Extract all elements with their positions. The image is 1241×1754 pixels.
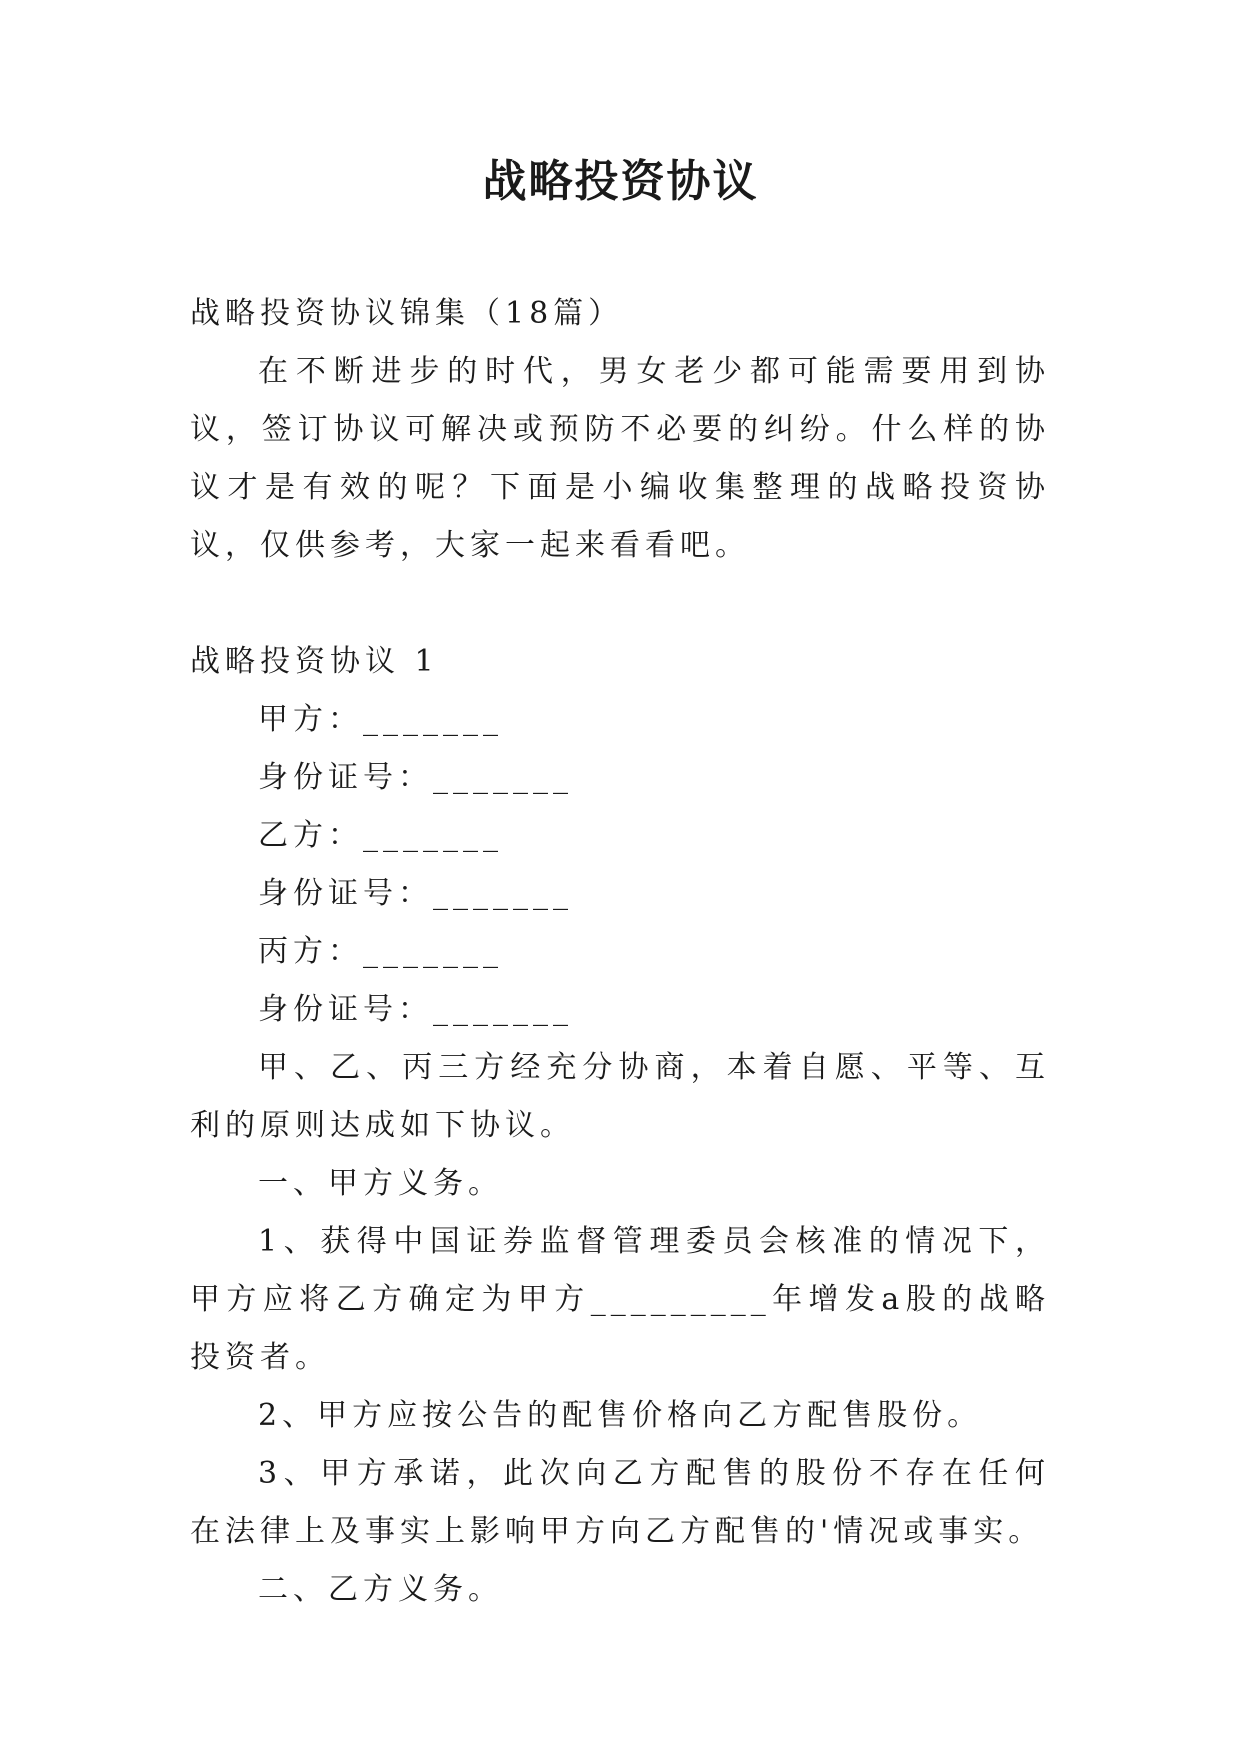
party-id-line-jia: 身份证号：_______ (258, 760, 573, 795)
clause-heading-party-b: 二、乙方义务。 (258, 1572, 503, 1607)
party-id-line-yi: 身份证号：_______ (258, 876, 573, 911)
party-line-jia: 甲方：_______ (258, 702, 503, 737)
intro-paragraph: 在不断进步的时代，男女老少都可能需要用到协议，签订协议可解决或预防不必要的纠纷。什么样的协议才是有效的呢？下面是小编收集整理的战略投资协议，仅供参考，大家一起来看看吧。 (190, 354, 1050, 563)
clause-item-3: 3、甲方承诺，此次向乙方配售的股份不存在任何在法律上及事实上影响甲方向乙方配售的'情况或事实。 (190, 1456, 1050, 1549)
page-title: 战略投资协议 (482, 156, 759, 207)
clause-heading-party-a: 一、甲方义务。 (258, 1166, 503, 1201)
section-spacer (190, 575, 1050, 633)
party-id-line-bing: 身份证号：_______ (258, 992, 573, 1027)
party-line-yi: 乙方：_______ (258, 818, 503, 853)
section-heading: 战略投资协议 1 (190, 644, 439, 679)
clause-item-2: 2、甲方应按公告的配售价格向乙方配售股份。 (258, 1398, 983, 1433)
document-body (190, 285, 1050, 1619)
document-subtitle: 战略投资协议锦集（18篇） (190, 296, 624, 331)
clause-item-1: 1、获得中国证券监督管理委员会核准的情况下，甲方应将乙方确定为甲方_________年增发a股的战略投资者。 (190, 1224, 1050, 1375)
agreement-preamble: 甲、乙、丙三方经充分协商，本着自愿、平等、互利的原则达成如下协议。 (190, 1050, 1050, 1143)
party-line-bing: 丙方：_______ (258, 934, 503, 969)
